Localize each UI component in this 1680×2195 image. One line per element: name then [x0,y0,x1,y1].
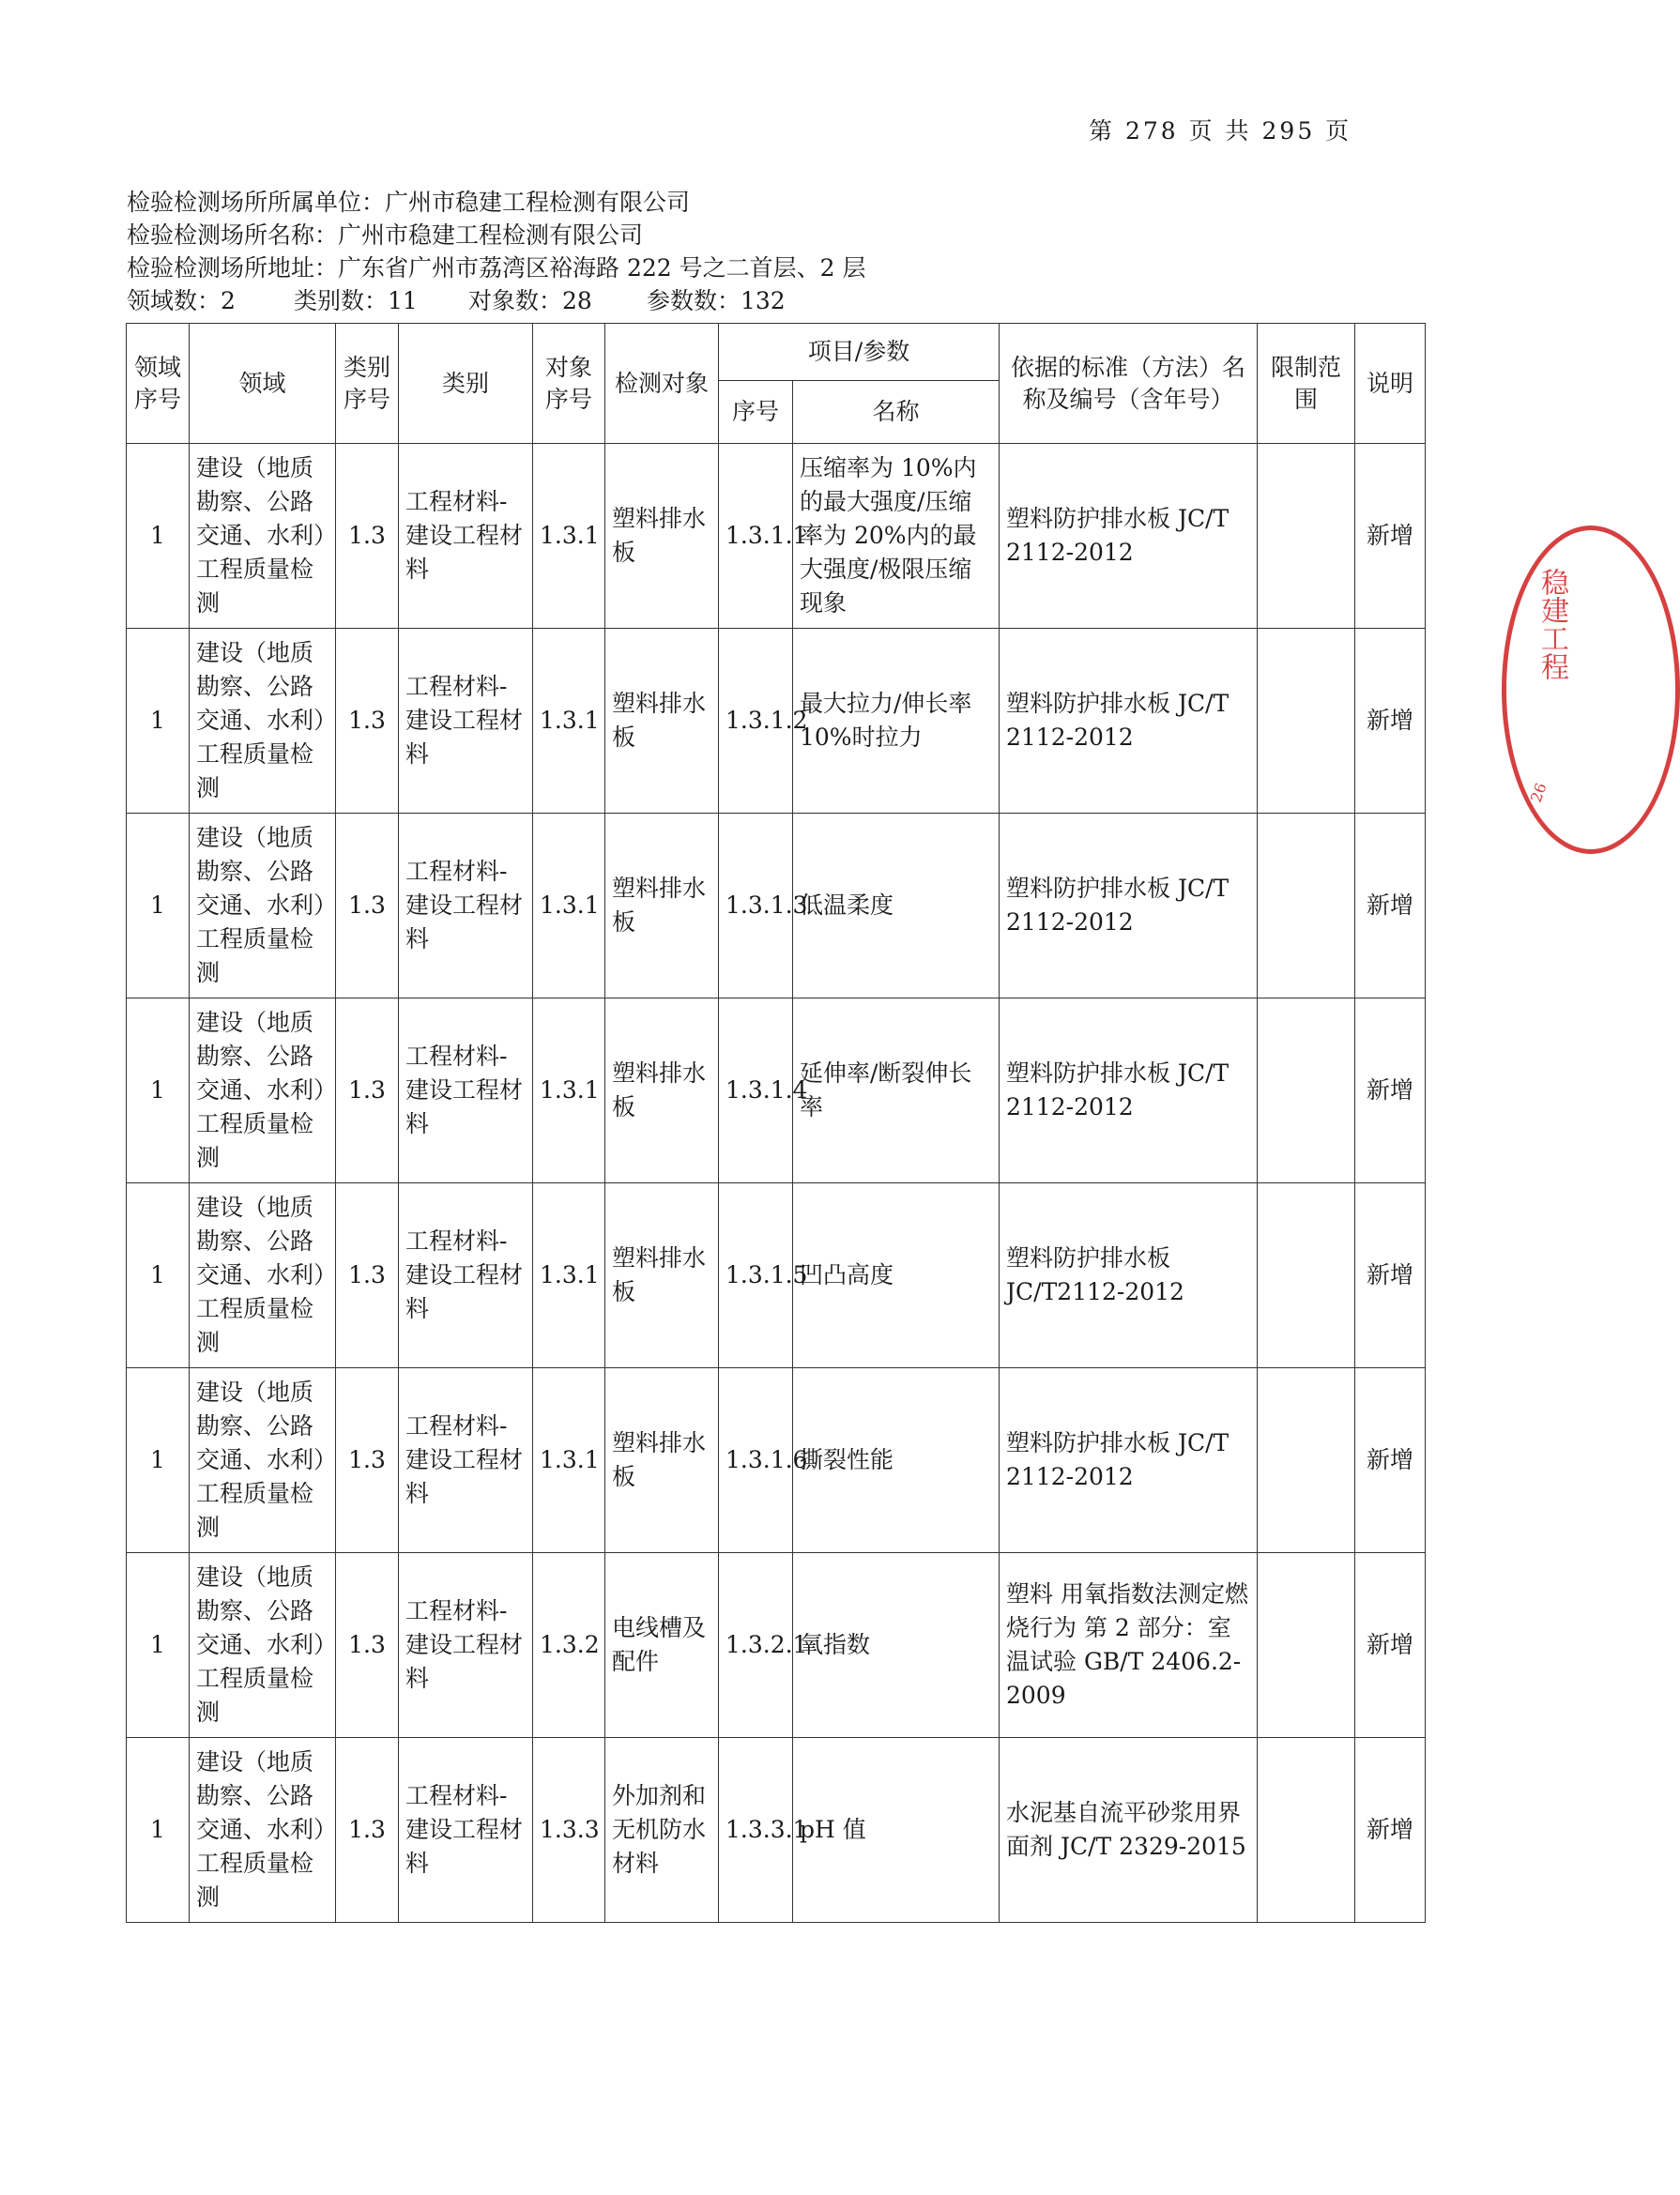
cell-note: 新增 [1355,629,1426,814]
cell-standard: 塑料防护排水板 JC/T2112-2012 [1000,1183,1258,1368]
cell-domain: 建设（地质勘察、公路交通、水利）工程质量检测 [190,1183,336,1368]
cell-object: 电线槽及配件 [605,1553,719,1738]
seal-number: 26 [1526,780,1550,805]
count-params: 参数数：132 [647,287,786,314]
cell-object-no: 1.3.3 [533,1738,605,1923]
info-counts [127,284,865,317]
cell-domain-no: 1 [127,1738,190,1923]
cell-note: 新增 [1355,1553,1426,1738]
header-domain-no: 领域序号 [127,324,190,444]
cell-domain: 建设（地质勘察、公路交通、水利）工程质量检测 [190,629,336,814]
cell-limit [1258,1368,1355,1553]
cell-param-no: 1.3.2.1 [719,1553,793,1738]
cell-object: 塑料排水板 [605,1368,719,1553]
cell-param-no: 1.3.3.1 [719,1738,793,1923]
cell-limit [1258,444,1355,629]
cell-category: 工程材料-建设工程材料 [399,1368,533,1553]
cell-param-no: 1.3.1.4 [719,998,793,1183]
cell-param-no: 1.3.1.1 [719,444,793,629]
company-seal [1502,526,1680,854]
cell-domain: 建设（地质勘察、公路交通、水利）工程质量检测 [190,1368,336,1553]
table-row [127,1368,1426,1553]
table-row [127,444,1426,629]
cell-param-name: 凹凸高度 [793,1183,1000,1368]
cell-limit [1258,629,1355,814]
cell-domain: 建设（地质勘察、公路交通、水利）工程质量检测 [190,814,336,998]
cell-object: 外加剂和无机防水材料 [605,1738,719,1923]
cell-note: 新增 [1355,1368,1426,1553]
cell-domain: 建设（地质勘察、公路交通、水利）工程质量检测 [190,1553,336,1738]
table-row [127,998,1426,1183]
header-item-param: 项目/参数 [719,324,1000,381]
header-note: 说明 [1355,324,1426,444]
header-param-name: 名称 [793,381,1000,444]
cell-domain-no: 1 [127,444,190,629]
cell-category: 工程材料-建设工程材料 [399,1183,533,1368]
cell-category-no: 1.3 [336,1738,399,1923]
cell-object: 塑料排水板 [605,1183,719,1368]
cell-category: 工程材料-建设工程材料 [399,1553,533,1738]
info-address: 检验检测场所地址：广东省广州市荔湾区裕海路 222 号之二首层、2 层 [127,254,866,282]
cell-param-no: 1.3.1.5 [719,1183,793,1368]
page-number: 第 278 页 共 295 页 [1089,117,1352,145]
cell-category-no: 1.3 [336,998,399,1183]
cell-standard: 塑料防护排水板 JC/T 2112-2012 [1000,814,1258,998]
cell-param-name: 低温柔度 [793,814,1000,998]
cell-standard: 塑料防护排水板 JC/T 2112-2012 [1000,444,1258,629]
table-row [127,1183,1426,1368]
header-standard: 依据的标准（方法）名称及编号（含年号） [1000,324,1258,444]
cell-param-name: 压缩率为 10%内的最大强度/压缩率为 20%内的最大强度/极限压缩现象 [793,444,1000,629]
table-row [127,814,1426,998]
cell-limit [1258,1553,1355,1738]
info-name: 检验检测场所名称：广州市稳建工程检测有限公司 [127,221,644,249]
cell-standard: 塑料防护排水板 JC/T 2112-2012 [1000,998,1258,1183]
cell-category-no: 1.3 [336,444,399,629]
cell-category: 工程材料-建设工程材料 [399,998,533,1183]
header-limit: 限制范围 [1258,324,1355,444]
cell-param-name: 氧指数 [793,1553,1000,1738]
cell-limit [1258,814,1355,998]
cell-domain-no: 1 [127,629,190,814]
cell-note: 新增 [1355,1183,1426,1368]
cell-standard: 塑料防护排水板 JC/T 2112-2012 [1000,629,1258,814]
cell-category: 工程材料-建设工程材料 [399,814,533,998]
cell-object-no: 1.3.2 [533,1553,605,1738]
cell-note: 新增 [1355,1738,1426,1923]
cell-param-no: 1.3.1.6 [719,1368,793,1553]
header-domain: 领域 [190,324,336,444]
cell-param-name: pH 值 [793,1738,1000,1923]
cell-domain: 建设（地质勘察、公路交通、水利）工程质量检测 [190,444,336,629]
cell-domain: 建设（地质勘察、公路交通、水利）工程质量检测 [190,998,336,1183]
cell-param-no: 1.3.1.3 [719,814,793,998]
header-category-no: 类别序号 [336,324,399,444]
cell-param-name: 撕裂性能 [793,1368,1000,1553]
header-object-no: 对象序号 [533,324,605,444]
table-row [127,629,1426,814]
cell-object-no: 1.3.1 [533,1368,605,1553]
info-unit: 检验检测场所所属单位：广州市稳建工程检测有限公司 [127,189,691,216]
header-category: 类别 [399,324,533,444]
cell-category-no: 1.3 [336,1183,399,1368]
cell-domain: 建设（地质勘察、公路交通、水利）工程质量检测 [190,1738,336,1923]
cell-object-no: 1.3.1 [533,998,605,1183]
cell-param-no: 1.3.1.2 [719,629,793,814]
cell-category: 工程材料-建设工程材料 [399,444,533,629]
count-categories: 类别数：11 [294,287,418,314]
cell-category-no: 1.3 [336,1553,399,1738]
count-domains: 领域数：2 [127,287,236,314]
cell-object: 塑料排水板 [605,814,719,998]
header-object: 检测对象 [605,324,719,444]
cell-object-no: 1.3.1 [533,444,605,629]
qualification-table [126,323,1426,1923]
seal-text: 稳建工程 [1535,568,1568,680]
cell-domain-no: 1 [127,1368,190,1553]
cell-object-no: 1.3.1 [533,1183,605,1368]
table-row [127,1553,1426,1738]
cell-note: 新增 [1355,814,1426,998]
cell-note: 新增 [1355,444,1426,629]
cell-limit [1258,1183,1355,1368]
cell-limit [1258,998,1355,1183]
cell-domain-no: 1 [127,1183,190,1368]
cell-domain-no: 1 [127,1553,190,1738]
cell-category-no: 1.3 [336,1368,399,1553]
info-block [127,186,865,317]
count-objects: 对象数：28 [468,287,592,314]
cell-category-no: 1.3 [336,629,399,814]
cell-category-no: 1.3 [336,814,399,998]
cell-param-name: 最大拉力/伸长率 10%时拉力 [793,629,1000,814]
cell-object-no: 1.3.1 [533,629,605,814]
cell-category: 工程材料-建设工程材料 [399,1738,533,1923]
cell-standard: 塑料 用氧指数法测定燃烧行为 第 2 部分：室温试验 GB/T 2406.2-2009 [1000,1553,1258,1738]
cell-object-no: 1.3.1 [533,814,605,998]
cell-param-name: 延伸率/断裂伸长率 [793,998,1000,1183]
cell-object: 塑料排水板 [605,629,719,814]
cell-standard: 水泥基自流平砂浆用界面剂 JC/T 2329-2015 [1000,1738,1258,1923]
table-row [127,1738,1426,1923]
cell-standard: 塑料防护排水板 JC/T 2112-2012 [1000,1368,1258,1553]
header-param-no: 序号 [719,381,793,444]
cell-domain-no: 1 [127,998,190,1183]
cell-note: 新增 [1355,998,1426,1183]
cell-object: 塑料排水板 [605,998,719,1183]
cell-limit [1258,1738,1355,1923]
cell-category: 工程材料-建设工程材料 [399,629,533,814]
cell-object: 塑料排水板 [605,444,719,629]
cell-domain-no: 1 [127,814,190,998]
